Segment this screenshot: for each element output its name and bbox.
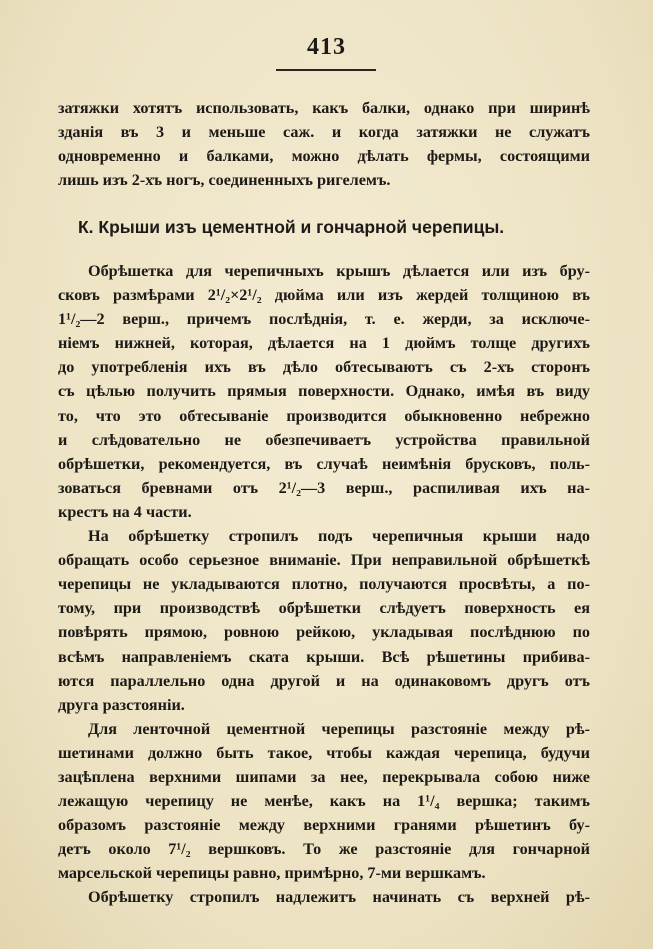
text-line: крестъ на 4 части. [58, 502, 192, 521]
text-line: шетинами должно быть такое, чтобы каждая черепица, будучи [58, 743, 590, 762]
text-line: обращать особо серьезное вниманіе. При неправильной обрѣшеткѣ [58, 551, 590, 570]
text-line: и слѣдовательно не обезпечиваетъ устройства правильной [58, 430, 590, 449]
text-line: зоваться бревнами отъ 2¹/₂—3 верш., распиливая ихъ на- [58, 478, 590, 497]
text-line: повѣрять прямою, ровною рейкою, укладывая послѣднюю по [58, 623, 590, 642]
text-line: Для ленточной цементной черепицы разстояніе между рѣ- [88, 719, 590, 738]
text-line: 1¹/₂—2 верш., причемъ послѣднія, т. е. жерди, за исключе- [58, 310, 590, 329]
page-number: 413 [307, 34, 346, 60]
text-line: ніемъ нижней, которая, дѣлается на 1 дюймъ толще другихъ [58, 334, 590, 353]
text-line: затяжки хотятъ использовать, какъ балки, однако при ширинѣ [58, 99, 590, 117]
text-line: зацѣплена верхними шипами за нее, перекрывала собою ниже [58, 767, 590, 786]
text-line: лежащую черепицу не менѣе, какъ на 1¹/₄ вершка; такимъ [58, 792, 590, 811]
text-line: зданія въ 3 и меньше саж. и когда затяжки не служатъ [58, 123, 590, 142]
body-text [58, 259, 590, 910]
text-line: марсельской черепицы равно, примѣрно, 7-ми вершкамъ. [58, 864, 486, 883]
text-line: На обрѣшетку стропилъ подъ черепичныя крыши надо [88, 527, 590, 546]
text-line: то, что это обтесываніе производится обыкновенно небрежно [58, 406, 590, 425]
text-line: Обрѣшетка для черепичныхъ крышъ дѣлается или изъ бру- [88, 262, 590, 280]
text-line: детъ около 7¹/₂ вершковъ. То же разстояніе для гончарной [58, 840, 590, 859]
text-line: лишь изъ 2-хъ ногъ, соединенныхъ ригелемъ. [58, 171, 391, 190]
text-line: до употребленія ихъ въ дѣло обтесываютъ съ 2-хъ сторонъ [58, 358, 590, 377]
header-rule [276, 69, 376, 71]
text-line: одновременно и балками, можно дѣлать фермы, состоящими [58, 147, 590, 166]
text-line: всѣмъ направленіемъ ската крыши. Всѣ рѣшетины прибива- [58, 647, 590, 666]
text-line: съ цѣлью получить прямыя поверхности. Однако, имѣя въ виду [58, 382, 590, 401]
text-line: образомъ разстояніе между верхними гранями рѣшетинъ бу- [58, 816, 590, 835]
intro-paragraph [58, 96, 590, 192]
text-line: сковъ размѣрами 2¹/₂×2¹/₂ дюйма или изъ жердей толщиною въ [58, 286, 590, 305]
text-line: черепицы не укладываются плотно, получаются просвѣты, а по- [58, 575, 590, 594]
text-line: Обрѣшетку стропилъ надлежитъ начинать съ верхней рѣ- [88, 888, 590, 907]
text-line: ются параллельно одна другой и на одинаковомъ другъ отъ [58, 671, 590, 690]
section-heading: К. Крыши изъ цементной и гончарной черепицы. [78, 217, 505, 237]
text-line: обрѣшетки, рекомендуется, въ случаѣ неимѣнія брусковъ, поль- [58, 454, 590, 473]
text-line: друга разстояніи. [58, 695, 185, 714]
text-line: тому, при производствѣ обрѣшетки слѣдуетъ поверхность ея [58, 599, 590, 618]
